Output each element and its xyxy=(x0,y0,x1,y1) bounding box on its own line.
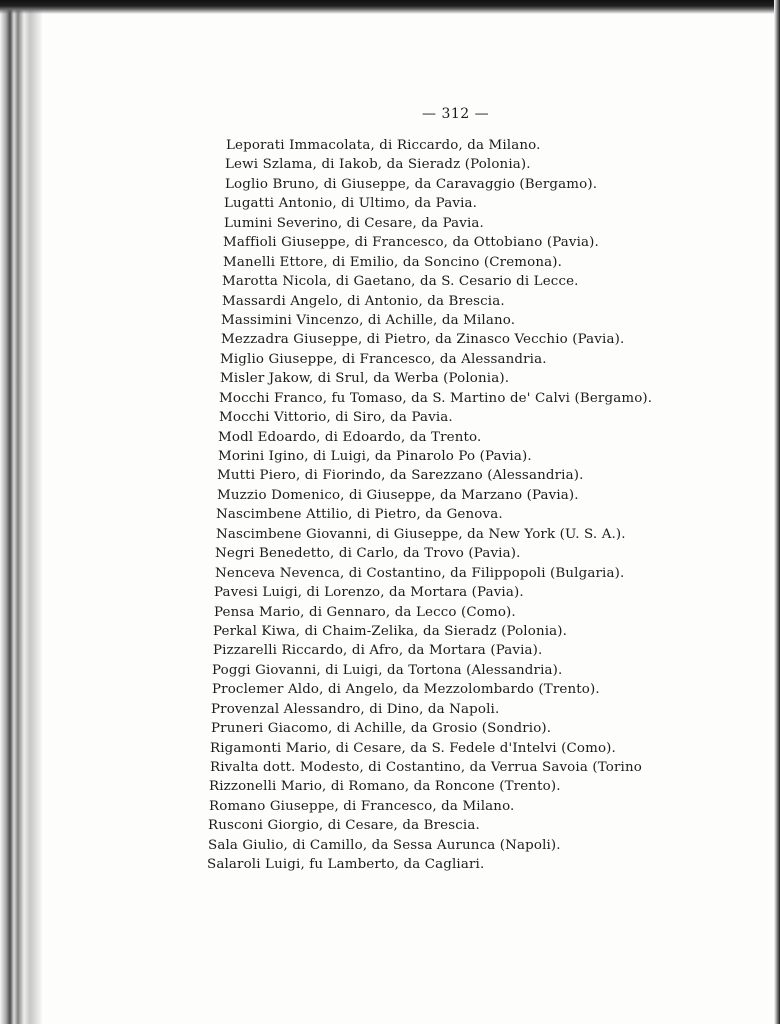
list-item: Pruneri Giacomo, di Achille, da Grosio (Sondrio). xyxy=(211,721,552,737)
list-item: Massardi Angelo, di Antonio, da Brescia. xyxy=(222,293,505,309)
list-item: Misler Jakow, di Srul, da Werba (Polonia). xyxy=(220,371,510,387)
page-number: — 312 — xyxy=(422,106,490,122)
list-item: Rivalta dott. Modesto, di Costantino, da Verrua Savoia (Torino xyxy=(210,760,642,775)
list-item: Rizzonelli Mario, di Romano, da Roncone (Trento). xyxy=(209,779,561,795)
right-scan-edge xyxy=(774,0,780,1024)
list-item: Nenceva Nevenca, di Costantino, da Filippopoli (Bulgaria). xyxy=(215,565,625,581)
list-item: Morini Igino, di Luigi, da Pinarolo Po (Pavia). xyxy=(218,449,532,464)
list-item: Manelli Ettore, di Emilio, da Soncino (Cremona). xyxy=(223,254,563,270)
list-item: Pavesi Luigi, di Lorenzo, da Mortara (Pavia). xyxy=(214,585,524,601)
list-item: Salaroli Luigi, fu Lamberto, da Cagliari. xyxy=(207,857,485,873)
list-item: Mocchi Vittorio, di Siro, da Pavia. xyxy=(219,410,453,426)
list-item: Lugatti Antonio, di Ultimo, da Pavia. xyxy=(224,196,478,212)
name-list xyxy=(208,136,748,875)
list-item: Sala Giulio, di Camillo, da Sessa Aurunca (Napoli). xyxy=(208,837,561,853)
list-item: Pensa Mario, di Gennaro, da Lecco (Como). xyxy=(214,604,516,620)
list-item: Poggi Giovanni, di Luigi, da Tortona (Alessandria). xyxy=(212,662,563,678)
list-item: Leporati Immacolata, di Riccardo, da Milano. xyxy=(226,138,541,153)
book-binding-edge xyxy=(0,0,42,1024)
list-item: Mutti Piero, di Fiorindo, da Sarezzano (Alessandria). xyxy=(217,468,584,484)
list-item: Miglio Giuseppe, di Francesco, da Alessandria. xyxy=(220,351,547,367)
list-item: Lumini Severino, di Cesare, da Pavia. xyxy=(224,215,484,231)
list-item: Mezzadra Giuseppe, di Pietro, da Zinasco Vecchio (Pavia). xyxy=(221,332,625,348)
list-item: Pizzarelli Riccardo, di Afro, da Mortara (Pavia). xyxy=(213,643,543,659)
list-item: Proclemer Aldo, di Angelo, da Mezzolombardo (Trento). xyxy=(212,682,600,698)
list-item: Mocchi Franco, fu Tomaso, da S. Martino de' Calvi (Bergamo). xyxy=(219,390,653,406)
list-item: Nascimbene Giovanni, di Giuseppe, da New York (U. S. A.). xyxy=(216,526,626,542)
list-item: Rigamonti Mario, di Cesare, da S. Fedele d'Intelvi (Como). xyxy=(210,740,616,756)
list-item: Marotta Nicola, di Gaetano, da S. Cesario di Lecce. xyxy=(222,274,579,290)
list-item: Negri Benedetto, di Carlo, da Trovo (Pavia). xyxy=(215,546,521,562)
list-item: Provenzal Alessandro, di Dino, da Napoli. xyxy=(211,701,500,717)
list-item: Nascimbene Attilio, di Pietro, da Genova. xyxy=(216,507,503,523)
list-item: Maffioli Giuseppe, di Francesco, da Ottobiano (Pavia). xyxy=(223,235,599,251)
list-item: Muzzio Domenico, di Giuseppe, da Marzano (Pavia). xyxy=(217,487,579,503)
list-item: Massimini Vincenzo, di Achille, da Milano. xyxy=(221,312,516,328)
list-item: Romano Giuseppe, di Francesco, da Milano. xyxy=(209,798,515,814)
top-scan-edge xyxy=(0,0,780,14)
list-item: Lewi Szlama, di Iakob, da Sieradz (Polonia). xyxy=(225,157,531,173)
list-item: Modl Edoardo, di Edoardo, da Trento. xyxy=(218,429,482,445)
list-item: Rusconi Giorgio, di Cesare, da Brescia. xyxy=(208,818,480,834)
list-item: Perkal Kiwa, di Chaim-Zelika, da Sieradz (Polonia). xyxy=(213,623,568,639)
list-item: Loglio Bruno, di Giuseppe, da Caravaggio (Bergamo). xyxy=(225,176,598,192)
